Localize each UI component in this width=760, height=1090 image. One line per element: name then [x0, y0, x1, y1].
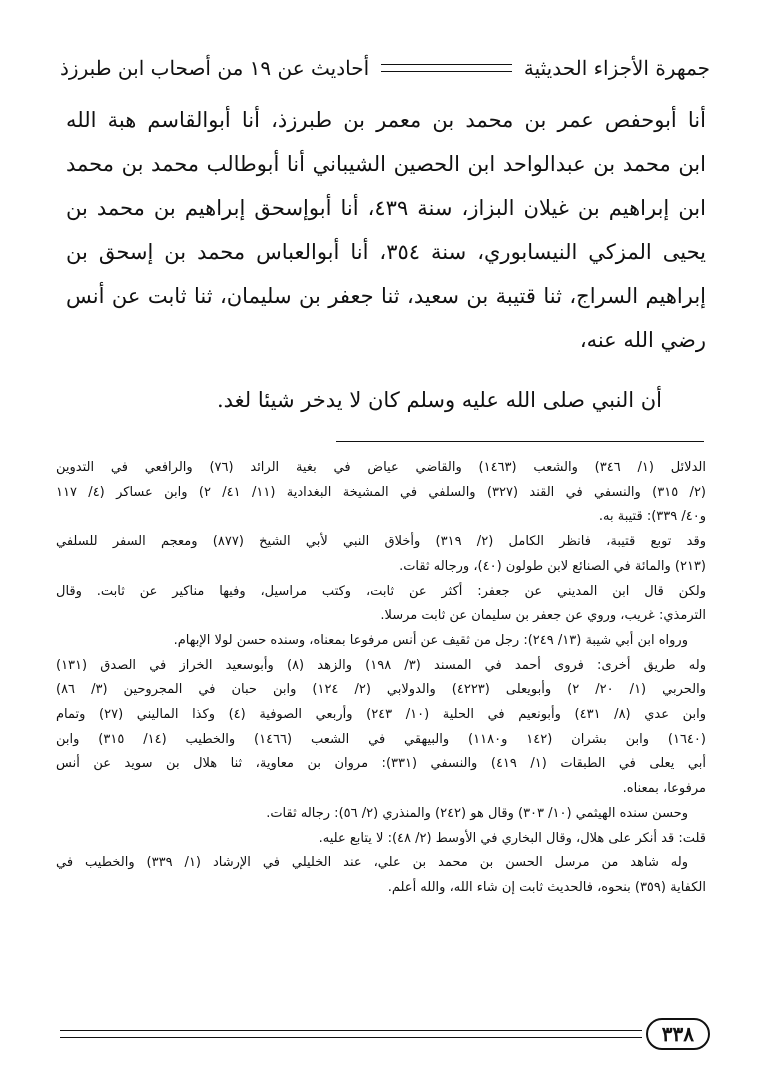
page-footer — [60, 1016, 710, 1052]
footnote-paragraph — [56, 654, 706, 802]
footnote-line: (٢١٣) والمائة في الصنائع لابن طولون (٤٠)، ورجاله ثقات. — [399, 558, 706, 574]
header-book-title: جمهرة الأجزاء الحديثية — [523, 56, 710, 80]
footnote-line: و٤٠/ ٣٣٩): قتيبة به. — [598, 509, 706, 525]
footnote-line: الدلائل (١/ ٣٤٦) والشعب (١٤٦٣) والقاضي عياض في بغية الرائد (٧٦) والرافعي في التدوين — [56, 460, 706, 475]
header-section-title: أحاديث عن ١٩ من أصحاب ابن طبرزذ — [60, 56, 370, 80]
footnote-paragraph — [56, 530, 706, 579]
footnote-line: والحربي (١/ ٢٠/ ٢) وأبويعلى (٤٢٢٣) والدولابي (٢/ ١٢٤) وابن حبان في المجروحين (٣/ ٨٦) — [56, 682, 706, 698]
footnote-line: الكفاية (٣٥٩) بنحوه، فالحديث ثابت إن شاء الله، والله أعلم. — [387, 879, 706, 895]
main-text-line: ابن محمد بن عبدالواحد ابن الحصين الشيباني أنا أبوطالب محمد بن محمد — [66, 152, 706, 176]
main-text-line: رضي الله عنه، — [579, 328, 706, 352]
footnote-line: (١٦٤٠) وابن بشران (١٤٢ و١١٨٠) والبيهقي في الشعب (١٤٦٦) والخطيب (١٤/ ٣١٥) وابن — [56, 731, 706, 747]
main-text — [66, 98, 706, 362]
footnote-line: ولكن قال ابن المديني عن جعفر: أكثر عن ثابت، وكتب مراسيل، وفيها مناكير عن ثابت. وقال — [56, 583, 706, 599]
footnote-line: وقد توبع قتيبة، فانظر الكامل (٢/ ٣١٩) وأخلاق النبي لأبي الشيخ (٨٧٧) ومعجم السفر للسلفي — [56, 534, 706, 550]
page-number: ٣٣٨ — [646, 1018, 710, 1050]
footnote-paragraph — [56, 827, 706, 852]
footnote-line: وله شاهد من مرسل الحسن بن محمد بن علي، عند الخليلي في الإرشاد (١/ ٣٣٩) والخطيب في — [56, 855, 689, 871]
footnote-line: مرفوعا، بمعناه. — [622, 781, 706, 797]
footnote-line: ورواه ابن أبي شيبة (١٣/ ٢٤٩): رجل من ثقيف عن أنس مرفوعا بمعناه، وسنده حسن لولا الإبهام. — [173, 632, 688, 648]
main-text-line: ابن إبراهيم بن غيلان البزاز، سنة ٤٣٩، أنا أبوإسحق إبراهيم بن محمد بن — [66, 196, 706, 220]
footer-double-rule — [60, 1030, 642, 1038]
footnote-line: (٢/ ٣١٥) والنسفي في القند (٣٢٧) والسلفي في المشيخة البغدادية (١١/ ٤١/ ٢) وابن عساكر (٤/ ١١٧ — [56, 484, 706, 500]
main-text-line: أنا أبوحفص عمر بن محمد بن معمر بن طبرزذ، أنا أبوالقاسم هبة الله — [66, 108, 706, 132]
header-double-rule — [381, 64, 512, 72]
footnote-line: وله طريق أخرى: فروى أحمد في المسند (٣/ ١٩٨) والزهد (٨) وأبوسعيد الخراز في الصدق (١٣١) — [56, 657, 706, 673]
main-text-line: يحيى المزكي النيسابوري، سنة ٣٥٤، أنا أبوالعباس محمد بن إسحق بن — [66, 240, 706, 264]
footnotes — [56, 456, 706, 901]
footnote-paragraph — [56, 629, 706, 654]
footnote-separator — [336, 441, 704, 442]
footnote-line: قلت: قد أنكر على هلال، وقال البخاري في الأوسط (٢/ ٤٨): لا يتابع عليه. — [318, 830, 706, 846]
footnote-line: الترمذي: غريب، وروي عن جعفر بن سليمان عن ثابت مرسلا. — [380, 608, 706, 624]
main-text-line: إبراهيم السراج، ثنا قتيبة بن سعيد، ثنا جعفر بن سليمان، ثنا ثابت عن أنس — [66, 284, 706, 308]
footnote-line: وحسن سنده الهيثمي (١٠/ ٣٠٣) وقال هو (٢٤٢) والمنذري (٢/ ٥٦): رجاله ثقات. — [266, 805, 688, 821]
footnote-paragraph — [56, 802, 706, 827]
footnote-paragraph — [56, 851, 706, 900]
footnote-paragraph — [56, 456, 706, 530]
footnote-paragraph — [56, 580, 706, 629]
footnote-line: وابن عدي (٨/ ٤٣١) وأبونعيم في الحلية (١٠/ ٢٤٣) وأربعي الصوفية (٤) وكذا الماليني (٢٧) وتمام — [56, 707, 706, 723]
hadith-text: أن النبي صلى الله عليه وسلم كان لا يدخر شيئا لغد. — [216, 388, 662, 412]
running-header — [60, 50, 710, 86]
footnote-line: أبي يعلى في الطبقات (١/ ٤١٩) والنسفي (٣٣١): مروان بن معاوية، ثنا هلال بن سويد عن أنس — [56, 756, 706, 772]
